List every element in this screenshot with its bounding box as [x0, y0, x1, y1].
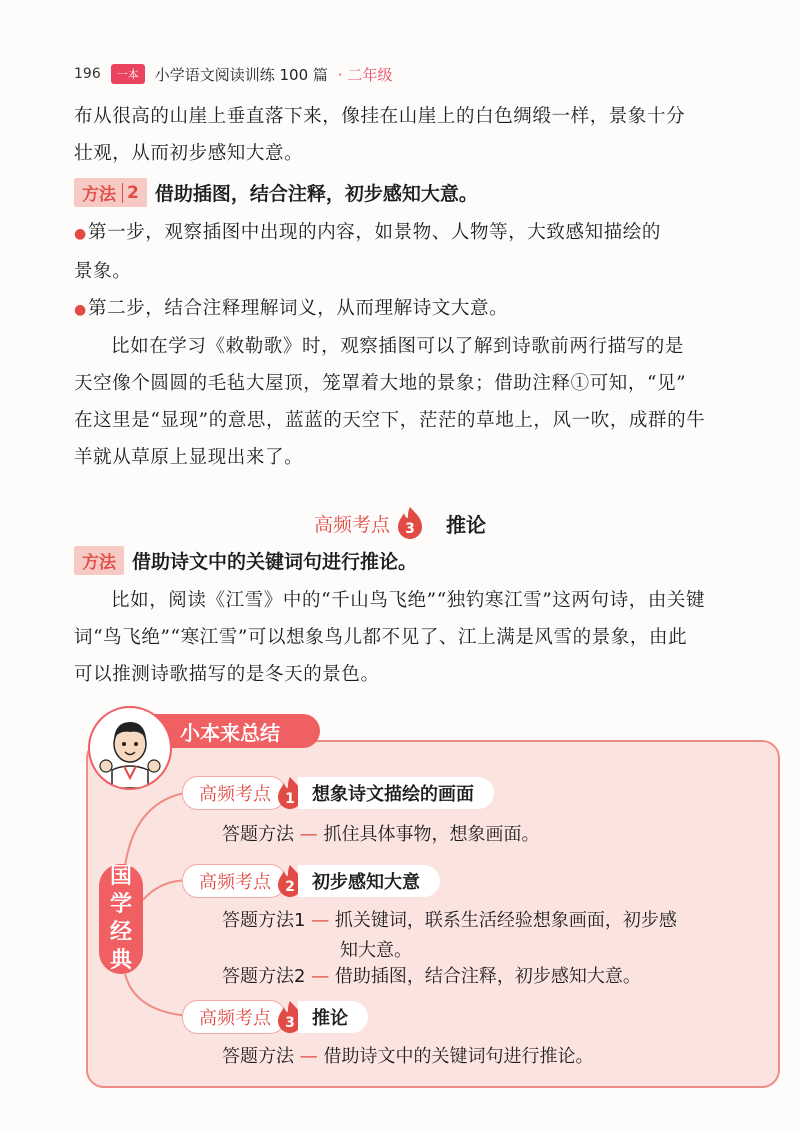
- bullet-icon: ●: [74, 226, 87, 242]
- answer-dash: —: [299, 824, 318, 845]
- example-line: 词“鸟飞绝”“寒江雪”可以想象鸟儿都不见了、江上满是风雪的景象，由此: [74, 627, 688, 648]
- summary-point-1: [182, 776, 494, 810]
- summary-point-3: [182, 1000, 368, 1034]
- answer-method: [222, 1042, 593, 1072]
- method-tag-label: 方法: [82, 553, 116, 573]
- answer-label: 答题方法: [222, 1046, 294, 1067]
- key-point-label: 高频考点: [182, 864, 286, 898]
- key-point-label: 高频考点: [182, 1000, 286, 1034]
- side-char: 国: [109, 864, 132, 889]
- key-point-title: 初步感知大意: [298, 865, 440, 897]
- answer-text-continued: 知大意。: [340, 940, 412, 961]
- answer-text: 抓住具体事物，想象画面。: [323, 824, 540, 845]
- answer-text: 抓关键词，联系生活经验想象画面，初步感: [334, 910, 677, 931]
- answer-dash: —: [311, 910, 330, 931]
- answer-method: [222, 962, 641, 992]
- summary-point-2: [182, 864, 440, 898]
- grade-label: · 二年级: [337, 65, 393, 84]
- summary-heading: 小本来总结: [150, 714, 320, 748]
- intro-line: 壮观，从而初步感知大意。: [74, 143, 304, 164]
- example-line: 在这里是“显现”的意思，蓝蓝的天空下，茫茫的草地上，风一吹，成群的牛: [74, 410, 706, 431]
- key-point-3-title: 推论: [446, 512, 486, 537]
- side-label-guoxue: [99, 864, 143, 974]
- key-point-label: 高频考点: [182, 776, 286, 810]
- answer-dash: —: [299, 1046, 318, 1067]
- answer-method: [222, 820, 539, 850]
- flame-number: 3: [285, 1015, 295, 1031]
- method-3-title: 借助诗文中的关键词句进行推论。: [132, 551, 418, 573]
- flame-number: 1: [285, 791, 295, 807]
- method-2-title: 借助插图，结合注释，初步感知大意。: [154, 183, 478, 205]
- example-line: 比如在学习《敕勒歌》时，观察插图可以了解到诗歌前两行描写的是: [111, 336, 685, 357]
- series-title: 小学语文阅读训练 100 篇: [154, 65, 328, 84]
- method-tag-label: 方法: [82, 185, 116, 205]
- brand-logo: 一本: [111, 64, 145, 84]
- page-number: 196: [74, 66, 101, 82]
- flame-number: 2: [285, 879, 295, 895]
- answer-dash: —: [311, 966, 330, 987]
- side-char: 经: [109, 920, 132, 945]
- step-1-continued: 景象。: [74, 261, 132, 282]
- bullet-icon: ●: [74, 302, 87, 318]
- answer-label: 答题方法2: [222, 966, 306, 987]
- example-line: 可以推测诗歌描写的是冬天的景色。: [74, 664, 380, 685]
- answer-label: 答题方法: [222, 824, 294, 845]
- intro-line: 布从很高的山崖上垂直落下来，像挂在山崖上的白色绸缎一样，景象十分: [74, 106, 686, 127]
- flame-number: 3: [405, 521, 415, 537]
- example-line: 羊就从草原上显现出来了。: [74, 447, 304, 468]
- side-char: 学: [109, 892, 132, 917]
- key-point-title: 推论: [298, 1001, 368, 1033]
- method-tag-number: 2: [122, 183, 139, 203]
- step-1-text: 第一步，观察插图中出现的内容，如景物、人物等，大致感知描绘的: [88, 222, 662, 243]
- example-line: 天空像个圆圆的毛毡大屋顶，笼罩着大地的景象；借助注释①可知，“见”: [74, 373, 687, 394]
- answer-label: 答题方法1: [222, 910, 306, 931]
- answer-text: 借助插图，结合注释，初步感知大意。: [334, 966, 641, 987]
- key-point-label: 高频考点: [313, 513, 390, 536]
- answer-method: [222, 906, 742, 966]
- key-point-title: 想象诗文描绘的画面: [298, 777, 494, 809]
- step-2-text: 第二步，结合注释理解词义，从而理解诗文大意。: [88, 298, 509, 319]
- example-line: 比如，阅读《江雪》中的“千山鸟飞绝”“独钓寒江雪”这两句诗，由关键: [111, 590, 706, 611]
- answer-text: 借助诗文中的关键词句进行推论。: [323, 1046, 594, 1067]
- side-char: 典: [109, 948, 132, 973]
